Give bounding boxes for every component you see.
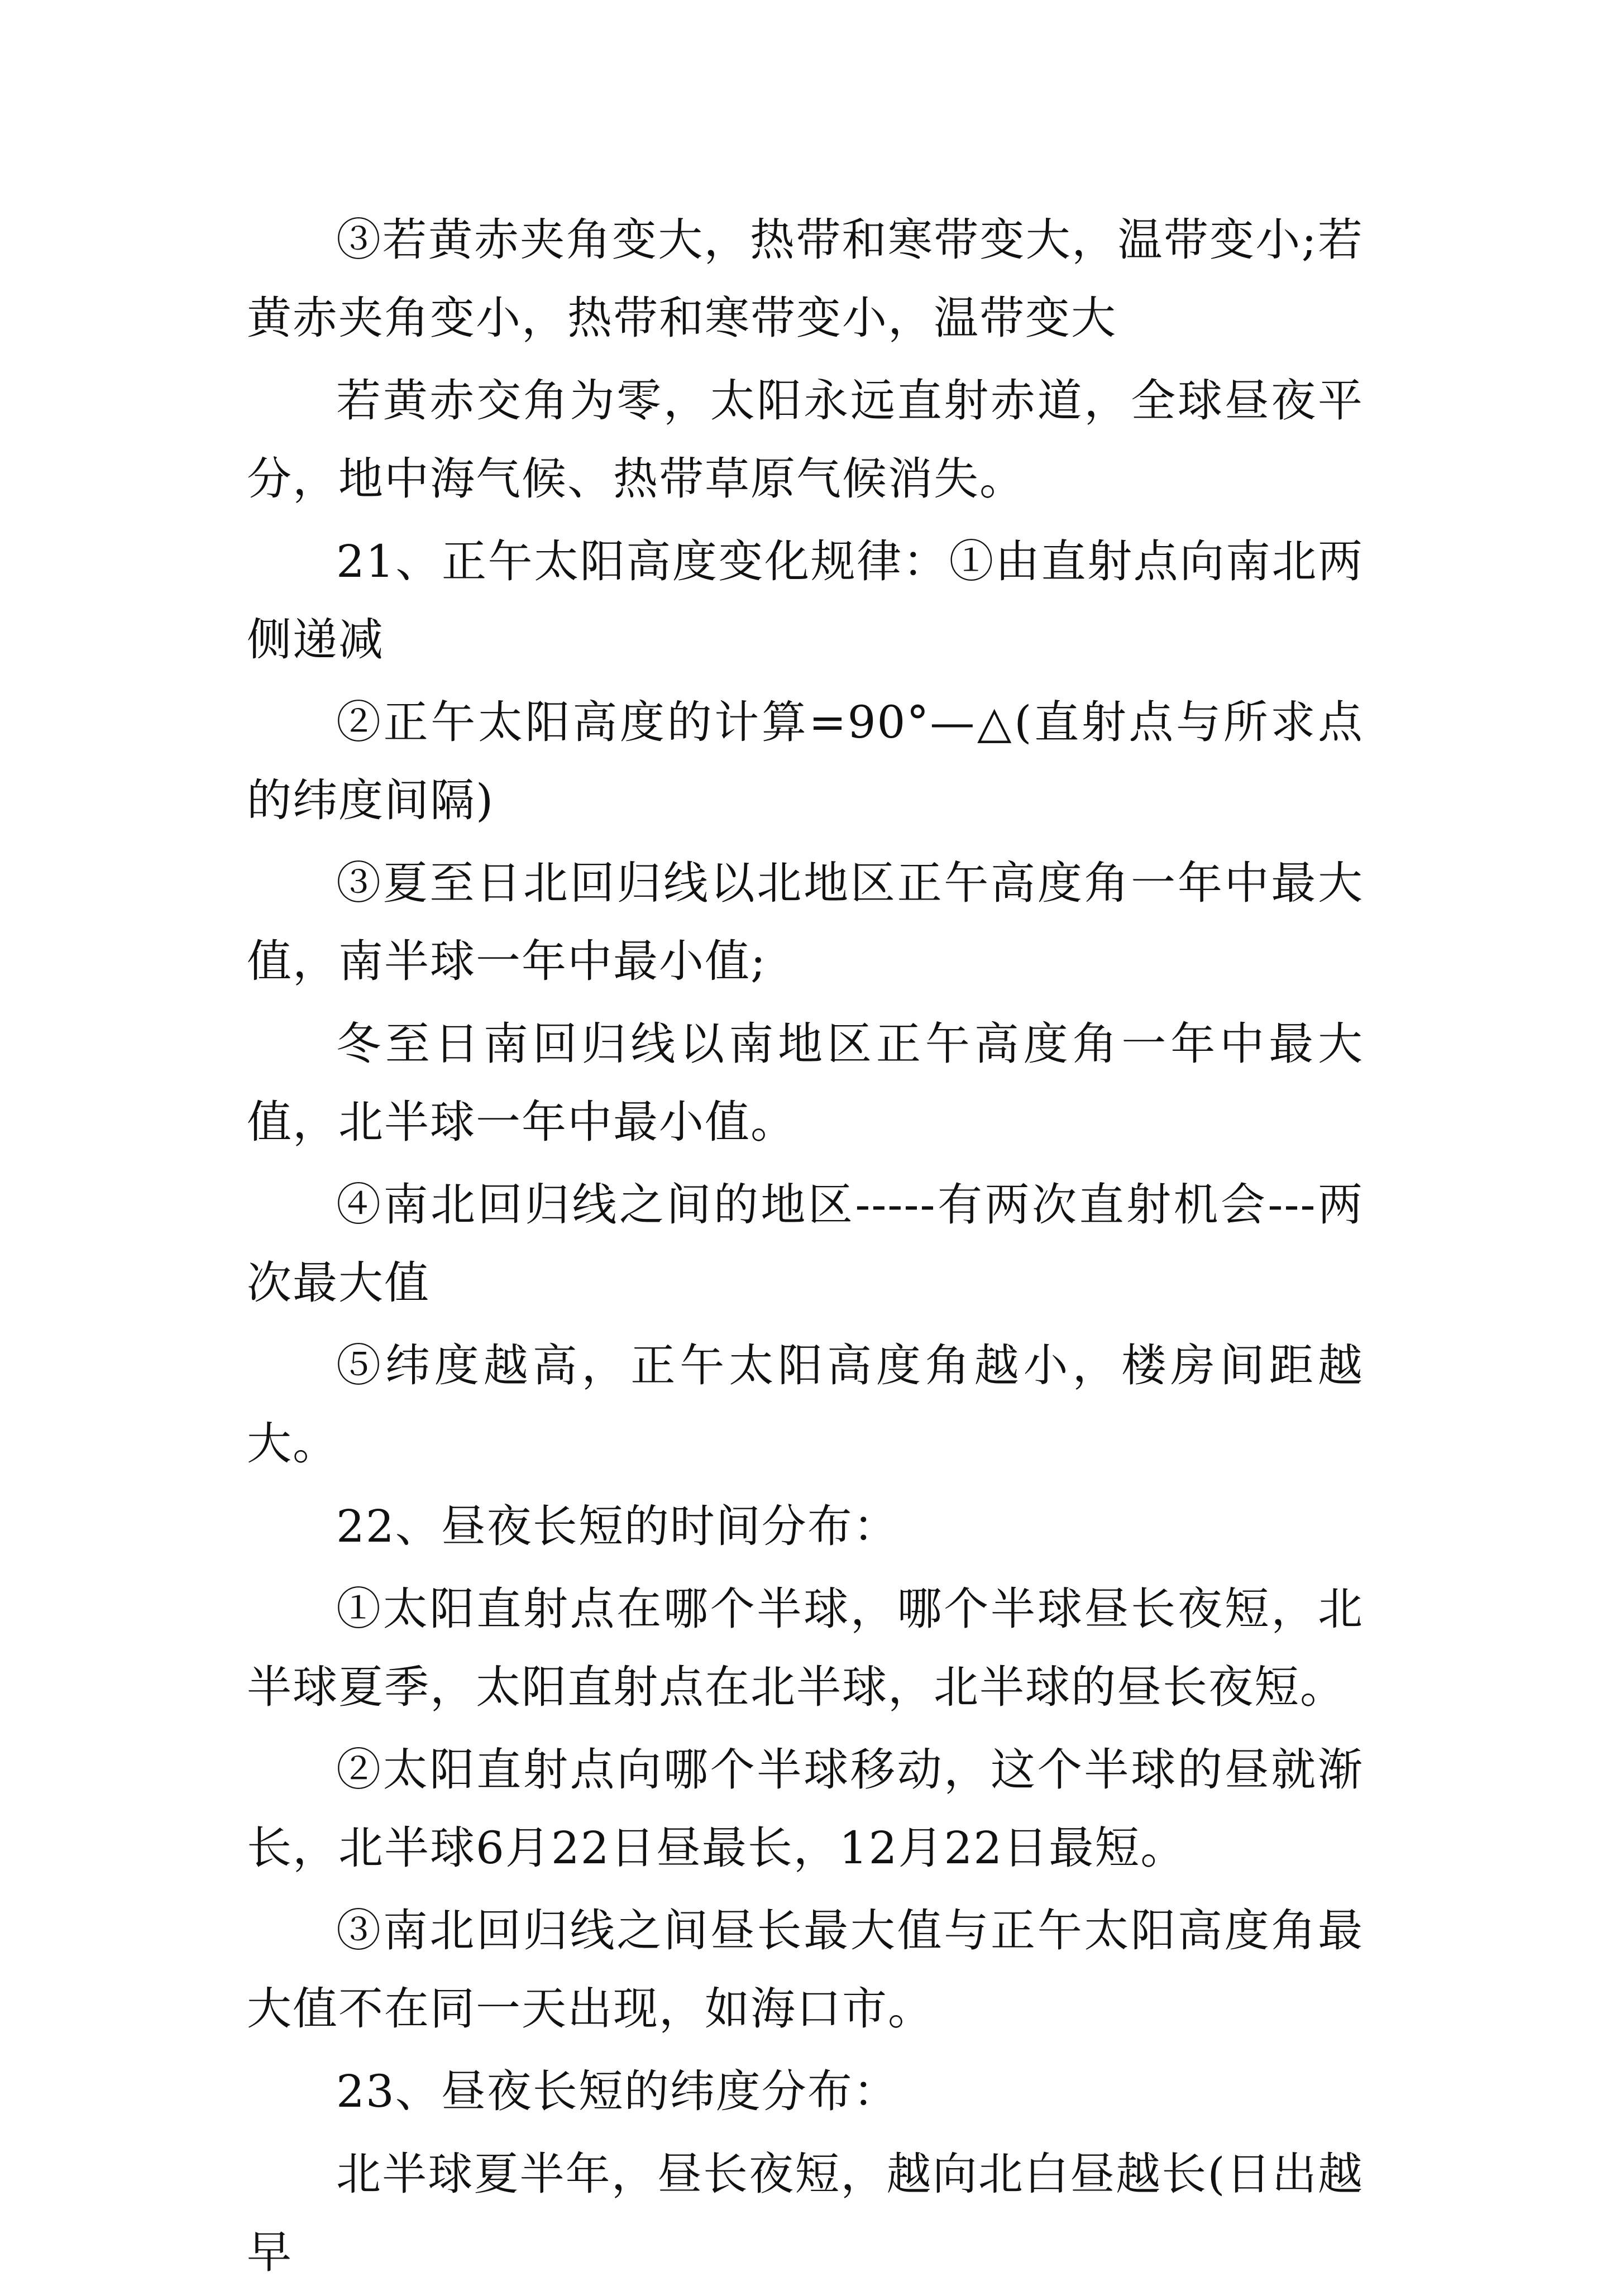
paragraph-21-heading: 21、正午太阳高度变化规律：①由直射点向南北两侧递减 bbox=[247, 535, 1364, 666]
paragraph-day-length-hemisphere: ①太阳直射点在哪个半球，哪个半球昼长夜短，北半球夏季，太阳直射点在北半球，北半球的昼长夜短。 bbox=[247, 1583, 1364, 1713]
paragraph-northern-summer: 北半球夏半年，昼长夜短，越向北白昼越长(日出越早 bbox=[247, 2148, 1364, 2278]
paragraph-ecliptic-angle-zero: 若黄赤交角为零，太阳永远直射赤道，全球昼夜平分，地中海气候、热带草原气候消失。 bbox=[247, 375, 1364, 505]
paragraph-day-length-movement: ②太阳直射点向哪个半球移动，这个半球的昼就渐长，北半球6月22日昼最长，12月22日最短。 bbox=[247, 1744, 1364, 1874]
document-page bbox=[247, 201, 1364, 2296]
paragraph-summer-solstice: ③夏至日北回归线以北地区正午高度角一年中最大值，南半球一年中最小值; bbox=[247, 857, 1364, 987]
paragraph-23-heading: 23、昼夜长短的纬度分布： bbox=[336, 2065, 899, 2117]
paragraph-tropics-two-max: ④南北回归线之间的地区-----有两次直射机会---两次最大值 bbox=[247, 1179, 1364, 1309]
paragraph-22-heading: 22、昼夜长短的时间分布： bbox=[336, 1500, 899, 1552]
paragraph-noon-height-formula: ②正午太阳高度的计算=90°—△(直射点与所求点的纬度间隔) bbox=[247, 696, 1364, 826]
paragraph-winter-solstice: 冬至日南回归线以南地区正午高度角一年中最大值，北半球一年中最小值。 bbox=[247, 1018, 1364, 1148]
paragraph-tropics-max-day: ③南北回归线之间昼长最大值与正午太阳高度角最大值不在同一天出现，如海口市。 bbox=[247, 1905, 1364, 2035]
paragraph-ecliptic-angle-change: ③若黄赤夹角变大，热带和寒带变大，温带变小;若黄赤夹角变小，热带和寒带变小，温带变大 bbox=[247, 214, 1364, 344]
paragraph-latitude-spacing: ⑤纬度越高，正午太阳高度角越小，楼房间距越大。 bbox=[247, 1340, 1364, 1470]
